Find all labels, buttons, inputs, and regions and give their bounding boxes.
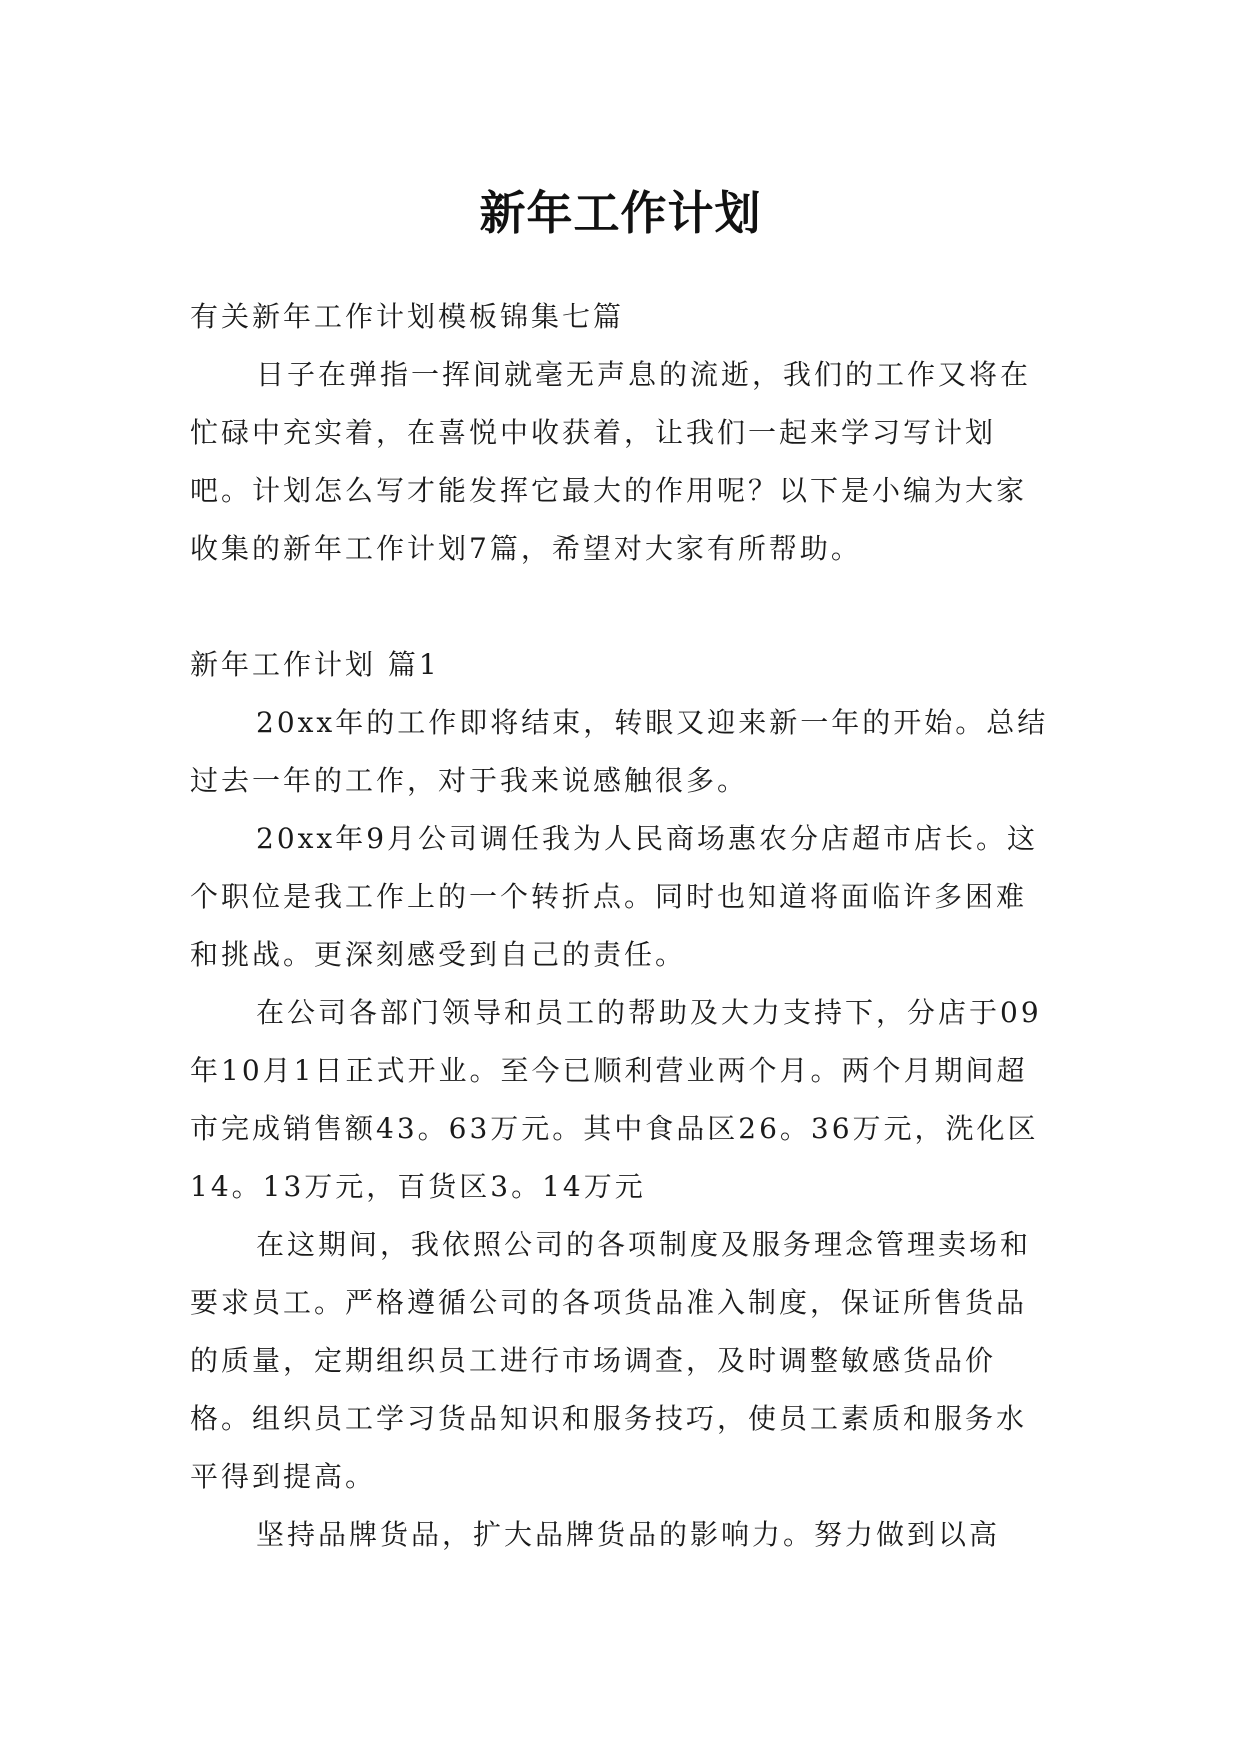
body-paragraph: 20xx年9月公司调任我为人民商场惠农分店超市店长。这个职位是我工作上的一个转折点。同时也知道将面临许多困难和挑战。更深刻感受到自己的责任。	[190, 822, 1039, 971]
body-paragraph: 在这期间，我依照公司的各项制度及服务理念管理卖场和要求员工。严格遵循公司的各项货品准入制度，保证所售货品的质量，定期组织员工进行市场调查，及时调整敏感货品价格。组织员工学习货品知识和服务技巧，使员工素质和服务水平得到提高。	[190, 1228, 1032, 1493]
intro-paragraph: 日子在弹指一挥间就毫无声息的流逝，我们的工作又将在忙碌中充实着，在喜悦中收获着，让我们一起来学习写计划吧。计划怎么写才能发挥它最大的作用呢？以下是小编为大家收集的新年工作计划7篇，希望对大家有所帮助。	[190, 358, 1032, 565]
document-title: 新年工作计划	[479, 185, 762, 240]
section-heading: 新年工作计划 篇1	[190, 648, 440, 681]
document-subtitle: 有关新年工作计划模板锦集七篇	[190, 300, 625, 333]
body-paragraph: 坚持品牌货品，扩大品牌货品的影响力。努力做到以高	[256, 1518, 1001, 1551]
document-body	[190, 288, 1056, 1564]
body-paragraph: 20xx年的工作即将结束，转眼又迎来新一年的开始。总结过去一年的工作，对于我来说感触很多。	[190, 706, 1049, 797]
body-paragraph: 在公司各部门领导和员工的帮助及大力支持下，分店于09年10月1日正式开业。至今已顺利营业两个月。两个月期间超市完成销售额43。63万元。其中食品区26。36万元，洗化区14。13万元，百货区3。14万元	[190, 996, 1042, 1203]
